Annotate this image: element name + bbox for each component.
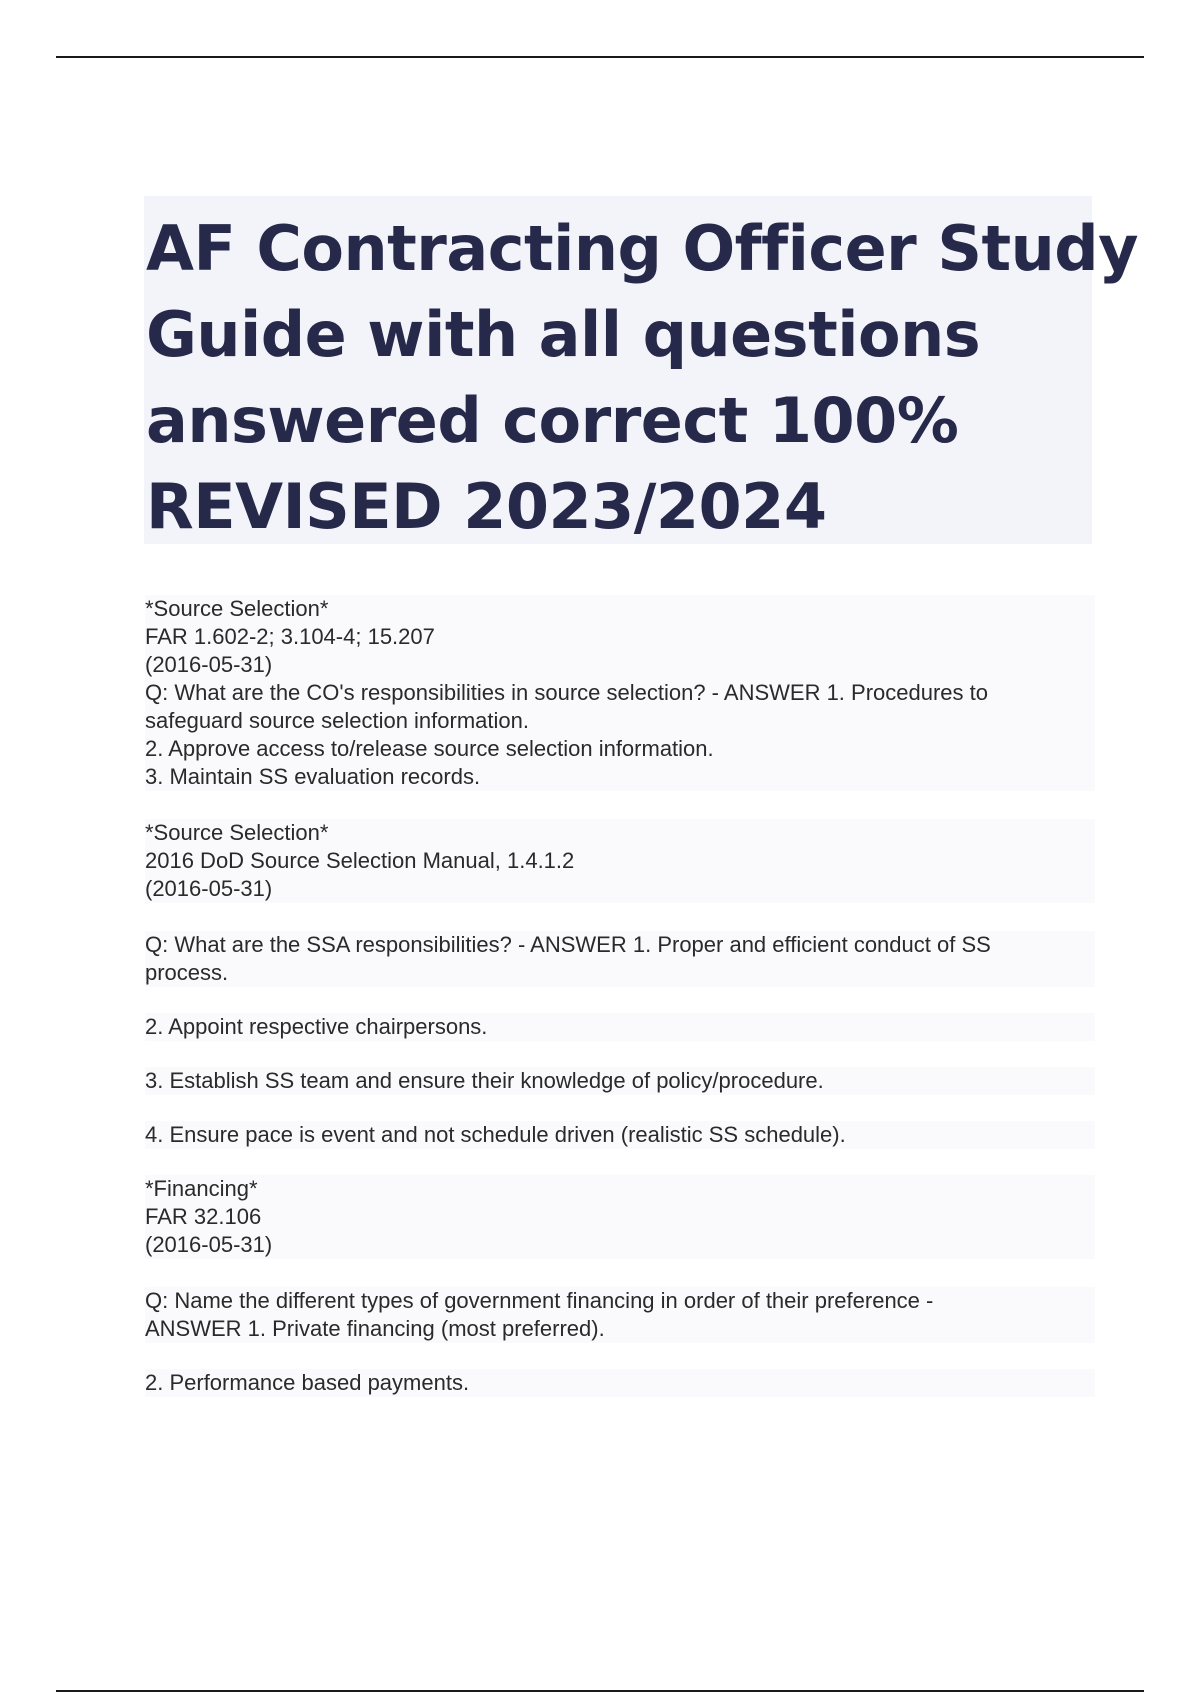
bottom-divider (56, 1690, 1144, 1692)
reference: FAR 1.602-2; 3.104-4; 15.207 (145, 623, 1095, 651)
answer-text: 3. Maintain SS evaluation records. (145, 763, 1095, 791)
question-text: Q: Name the different types of government financing in order of their preference - (145, 1287, 1095, 1315)
title-line: REVISED 2023/2024 (146, 470, 827, 543)
question-text: Q: What are the CO's responsibilities in source selection? - ANSWER 1. Procedures to (145, 679, 1095, 707)
question-block (145, 1287, 1095, 1343)
section-source-selection-ssa (145, 819, 1095, 903)
title-line: Guide with all questions (146, 298, 981, 371)
answer-item: 3. Establish SS team and ensure their knowledge of policy/procedure. (145, 1067, 1095, 1095)
answer-text: safeguard source selection information. (145, 707, 1095, 735)
answer-item: 4. Ensure pace is event and not schedule driven (realistic SS schedule). (145, 1121, 1095, 1149)
date: (2016-05-31) (145, 651, 1095, 679)
answer-text: 2. Approve access to/release source selection information. (145, 735, 1095, 763)
section-financing (145, 1175, 1095, 1259)
answer-text: process. (145, 959, 1095, 987)
date: (2016-05-31) (145, 875, 1095, 903)
section-heading: *Source Selection* (145, 595, 1095, 623)
title-line: AF Contracting Officer Study (146, 212, 1139, 285)
title-line: answered correct 100% (146, 384, 959, 457)
top-divider (56, 56, 1144, 58)
question-block (145, 931, 1095, 987)
reference: FAR 32.106 (145, 1203, 1095, 1231)
document-body (145, 595, 1095, 1397)
question-text: Q: What are the SSA responsibilities? - ANSWER 1. Proper and efficient conduct of SS (145, 931, 1095, 959)
section-heading: *Financing* (145, 1175, 1095, 1203)
answer-text: ANSWER 1. Private financing (most preferred). (145, 1315, 1095, 1343)
date: (2016-05-31) (145, 1231, 1095, 1259)
answer-item: 2. Performance based payments. (145, 1369, 1095, 1397)
section-heading: *Source Selection* (145, 819, 1095, 847)
answer-item: 2. Appoint respective chairpersons. (145, 1013, 1095, 1041)
reference: 2016 DoD Source Selection Manual, 1.4.1.2 (145, 847, 1095, 875)
document-title (144, 196, 1139, 544)
section-source-selection-co (145, 595, 1095, 791)
